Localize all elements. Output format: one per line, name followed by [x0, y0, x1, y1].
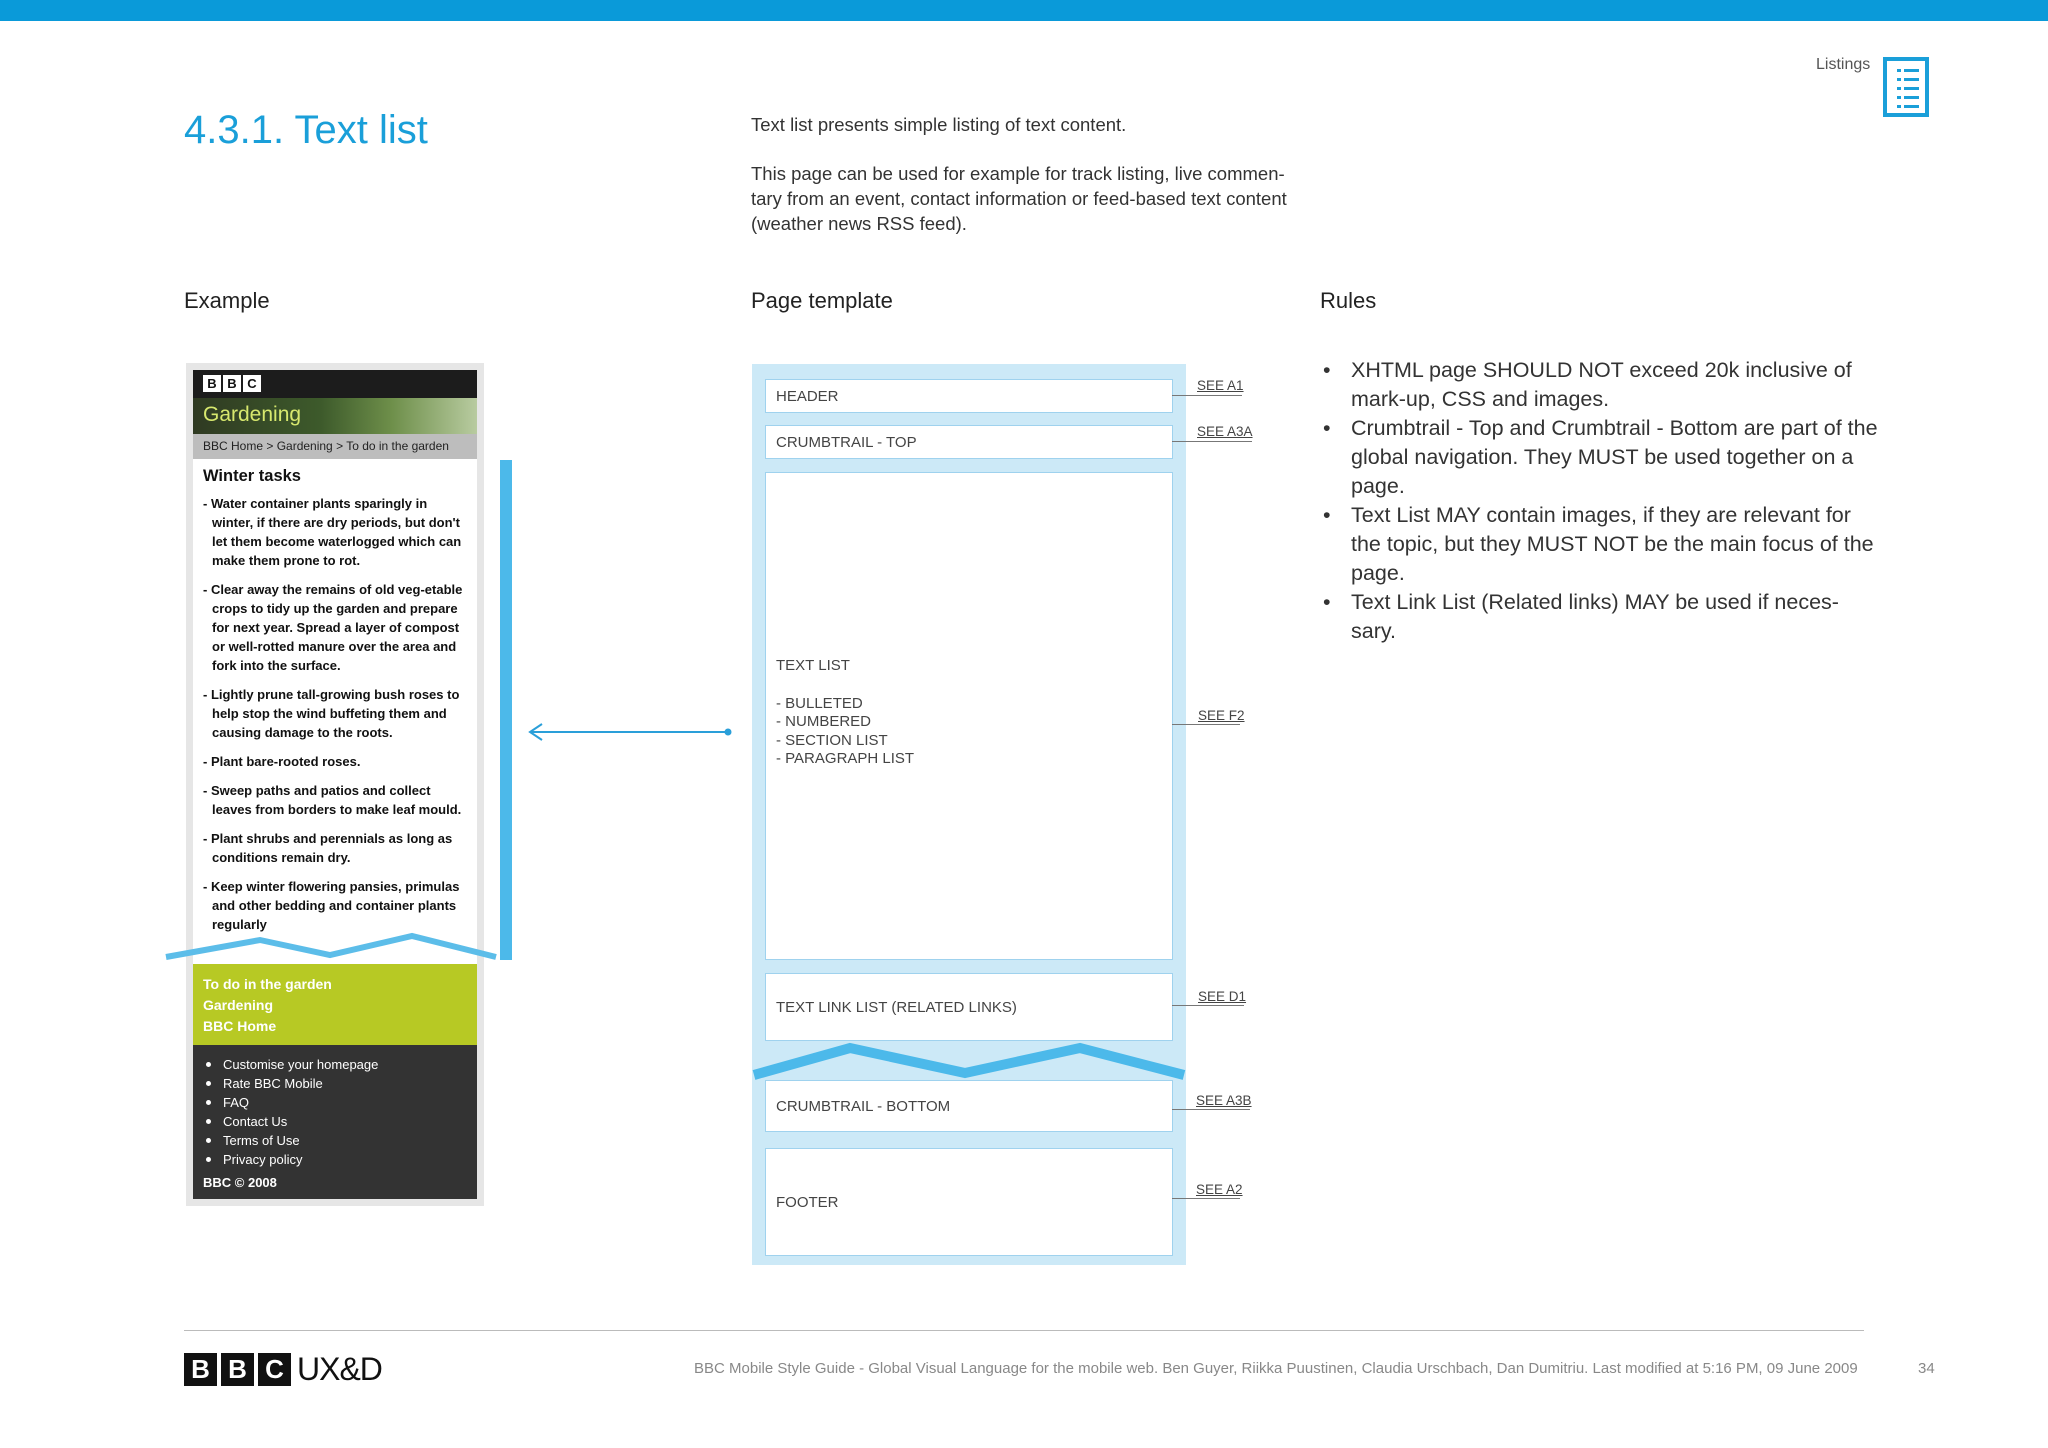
intro-text [751, 112, 1311, 260]
top-accent-bar [0, 0, 2048, 21]
intro-paragraph-1: Text list presents simple listing of text content. [751, 114, 1127, 135]
footer-credits: BBC Mobile Style Guide - Global Visual Language for the mobile web. Ben Guyer, Riikka Puustinen, Claudia Urschbach, Dan Dumitriu. Last modified at 5:16 PM, 09 June 2009 [694, 1360, 1858, 1377]
rule-item: • Text List MAY contain images, if they are relevant for the topic, but they MUST NOT be the main focus of the page. [1320, 501, 1880, 588]
template-header-box: HEADER [765, 379, 1173, 413]
template-crumb-top-box: CRUMBTRAIL - TOP [765, 425, 1173, 459]
example-bracket-bar [500, 460, 512, 960]
logo-letter: B [203, 375, 221, 392]
footer-link[interactable]: Terms of Use [203, 1131, 467, 1150]
section-label: Listings [1816, 56, 1871, 73]
related-link[interactable]: To do in the garden [203, 976, 332, 992]
list-item: - Water container plants sparingly in winter, if there are dry periods, but don't let them become waterlogged which can make them prone to rot. [203, 496, 462, 568]
logo-letter: C [258, 1353, 291, 1386]
phone-related-links [193, 964, 477, 1045]
phone-copyright: BBC © 2008 [203, 1175, 277, 1190]
template-footer-box: FOOTER [765, 1148, 1173, 1256]
page-template [752, 364, 1186, 1265]
template-heading: Page template [751, 288, 893, 313]
arrow-dot [725, 729, 732, 736]
ref-related-links[interactable]: SEE D1 [1198, 989, 1247, 1004]
logo-suffix: UX&D [297, 1351, 382, 1387]
phone-header [193, 370, 477, 459]
logo-letter: B [221, 1353, 254, 1386]
template-crumb-bottom-box: CRUMBTRAIL - BOTTOM [765, 1080, 1173, 1132]
rules-heading: Rules [1320, 288, 1377, 313]
list-item: - Lightly prune tall-growing bush roses to help stop the wind buffeting them and causing damage to the roots. [203, 687, 460, 740]
list-heading: Winter tasks [203, 467, 301, 485]
text-list-title: TEXT LIST [776, 657, 850, 674]
footer-link[interactable]: Privacy policy [203, 1150, 467, 1169]
related-link[interactable]: BBC Home [203, 1018, 277, 1034]
logo-letter: C [243, 375, 261, 392]
site-name: Gardening [203, 403, 302, 426]
list-icon [1883, 57, 1929, 117]
ref-crumb-bottom[interactable]: SEE A3B [1196, 1093, 1252, 1108]
template-related-links-box: TEXT LINK LIST (RELATED LINKS) [765, 973, 1173, 1041]
page-number: 34 [1918, 1360, 1935, 1377]
text-list-type: - SECTION LIST [776, 731, 888, 749]
phone-breadcrumb[interactable]: BBC Home > Gardening > To do in the garden [193, 434, 477, 459]
rule-item: • XHTML page SHOULD NOT exceed 20k inclusive of mark-up, CSS and images. [1320, 356, 1880, 414]
ref-header[interactable]: SEE A1 [1197, 378, 1244, 393]
footer-divider [184, 1330, 1864, 1331]
rule-item: • Crumbtrail - Top and Crumbtrail - Bottom are part of the global navigation. They MUST be used together on a page. [1320, 414, 1880, 501]
list-item: - Clear away the remains of old veg-etable crops to tidy up the garden and prepare for next year. Spread a layer of compost or well-rotted manure over the area and fork into the surface. [203, 582, 463, 673]
text-list-type: - NUMBERED [776, 713, 872, 730]
footer-link[interactable]: FAQ [203, 1093, 467, 1112]
list-item: - Sweep paths and patios and collect leaves from borders to make leaf mould. [203, 783, 462, 817]
list-item: - Keep winter flowering pansies, primulas and other bedding and container plants regularly [203, 879, 460, 932]
intro-paragraph-2: This page can be used for example for track listing, live commen-tary from an event, contact information or feed-based text content (weather news RSS feed). [751, 163, 1287, 234]
bbc-uxd-logo [184, 1351, 382, 1388]
logo-letter: B [184, 1353, 217, 1386]
text-list-type: - BULLETED [776, 694, 863, 712]
arrow-head-icon [530, 724, 542, 740]
rule-item: • Text Link List (Related links) MAY be used if neces-sary. [1320, 588, 1880, 646]
related-link[interactable]: Gardening [203, 997, 274, 1013]
ref-text-list[interactable]: SEE F2 [1198, 708, 1245, 723]
site-banner [193, 398, 477, 434]
example-heading: Example [184, 288, 270, 313]
example-phone [186, 363, 484, 1206]
list-item: - Plant bare-rooted roses. [203, 754, 361, 769]
ref-footer[interactable]: SEE A2 [1196, 1182, 1243, 1197]
footer-link[interactable]: Rate BBC Mobile [203, 1074, 467, 1093]
ref-crumb-top[interactable]: SEE A3A [1197, 424, 1253, 439]
rules-list [1320, 356, 1880, 646]
footer-link[interactable]: Contact Us [203, 1112, 467, 1131]
template-text-list-label [776, 657, 914, 769]
phone-footer [193, 1045, 477, 1199]
phone-text-list [193, 459, 477, 1019]
page-title: 4.3.1. Text list [184, 108, 428, 152]
text-list-type: - PARAGRAPH LIST [776, 750, 915, 767]
list-item: - Plant shrubs and perennials as long as conditions remain dry. [203, 831, 453, 865]
logo-letter: B [223, 375, 241, 392]
bbc-logo [203, 375, 261, 392]
footer-link[interactable]: Customise your homepage [203, 1055, 467, 1074]
